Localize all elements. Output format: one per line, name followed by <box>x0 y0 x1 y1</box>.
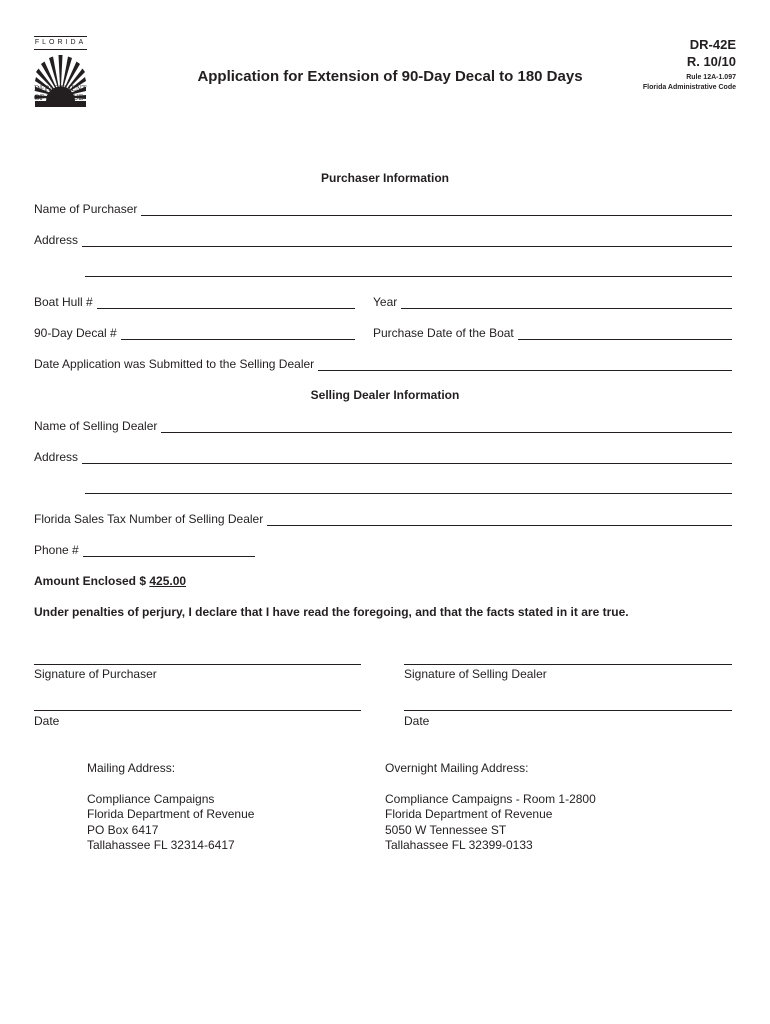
rule-block <box>643 73 736 93</box>
purchaser-name-field[interactable] <box>141 204 732 216</box>
boat-hull-label: Boat Hull # <box>34 295 93 309</box>
purchaser-address-field[interactable] <box>82 235 732 247</box>
logo-state-text: FLORIDA <box>34 36 87 50</box>
dealer-address-field-2[interactable] <box>85 493 732 494</box>
phone-field[interactable] <box>83 545 255 557</box>
submitted-date-label: Date Application was Submitted to the Selling Dealer <box>34 357 315 371</box>
phone-label: Phone # <box>34 543 79 557</box>
purchaser-address-label: Address <box>34 233 79 247</box>
logo-dept-line2: OF REVENUE <box>34 93 84 102</box>
purchaser-date-field[interactable] <box>34 710 361 711</box>
dealer-name-field[interactable] <box>161 421 732 433</box>
perjury-declaration: Under penalties of perjury, I declare that I have read the foregoing, and that the facts stated in it are true. <box>34 605 629 619</box>
purchase-date-label: Purchase Date of the Boat <box>373 326 514 340</box>
year-field[interactable] <box>401 297 732 309</box>
decal-label: 90-Day Decal # <box>34 326 117 340</box>
purchaser-name-row <box>34 202 732 216</box>
mailing-line: Compliance Campaigns <box>87 791 215 806</box>
purchaser-heading: Purchaser Information <box>320 171 450 185</box>
purchaser-address-row <box>34 233 732 247</box>
purchaser-date-label: Date <box>34 714 60 728</box>
form-revision: R. 10/10 <box>686 54 736 69</box>
purchaser-signature-field[interactable] <box>34 664 361 665</box>
overnight-line: Tallahassee FL 32399-0133 <box>385 838 533 852</box>
purchaser-signature-label: Signature of Purchaser <box>34 667 157 681</box>
admin-code: Florida Administrative Code <box>642 84 736 91</box>
dealer-name-row <box>34 419 732 433</box>
year-row <box>373 295 732 309</box>
dealer-address-field[interactable] <box>82 452 732 464</box>
dealer-date-field[interactable] <box>404 710 732 711</box>
mailing-line: Tallahassee FL 32314-6417 <box>87 838 235 852</box>
amount-label: Amount Enclosed $ <box>34 574 147 588</box>
amount-value: 425.00 <box>149 574 187 588</box>
form-number-block <box>687 36 736 70</box>
submitted-date-field[interactable] <box>318 359 732 371</box>
form-number: DR-42E <box>689 37 736 52</box>
amount-enclosed <box>34 574 186 588</box>
dealer-address-label: Address <box>34 450 79 464</box>
mailing-line: Florida Department of Revenue <box>87 807 255 821</box>
year-label: Year <box>373 295 398 309</box>
boat-hull-field[interactable] <box>97 297 355 309</box>
overnight-heading: Overnight Mailing Address: <box>385 761 529 775</box>
dealer-name-label: Name of Selling Dealer <box>34 419 158 433</box>
dealer-tax-field[interactable] <box>267 514 732 526</box>
overnight-line: Compliance Campaigns - Room 1-2800 <box>385 791 596 806</box>
purchase-date-row <box>373 326 732 340</box>
boat-hull-row <box>34 295 355 309</box>
phone-row <box>34 543 255 557</box>
mailing-address <box>87 761 254 854</box>
overnight-address <box>385 761 596 854</box>
submitted-date-row <box>34 357 732 371</box>
overnight-line: 5050 W Tennessee ST <box>385 822 507 837</box>
mailing-line: PO Box 6417 <box>87 822 159 837</box>
logo-department-text <box>34 84 87 102</box>
purchaser-address-field-2[interactable] <box>85 276 732 277</box>
dealer-date-label: Date <box>404 714 430 728</box>
dealer-address-row <box>34 450 732 464</box>
overnight-line: Florida Department of Revenue <box>385 807 553 821</box>
decal-field[interactable] <box>121 328 355 340</box>
decal-row <box>34 326 355 340</box>
purchaser-name-label: Name of Purchaser <box>34 202 138 216</box>
dealer-signature-label: Signature of Selling Dealer <box>404 667 547 681</box>
logo-dept-line1: DEPARTMENT <box>34 84 87 93</box>
form-title: Application for Extension of 90-Day Decal to 180 Days <box>197 68 583 85</box>
dealer-heading: Selling Dealer Information <box>310 388 460 402</box>
rule-number: Rule 12A-1.097 <box>686 74 736 81</box>
purchase-date-field[interactable] <box>518 328 732 340</box>
dealer-signature-field[interactable] <box>404 664 732 665</box>
dealer-tax-row <box>34 512 732 526</box>
dealer-tax-label: Florida Sales Tax Number of Selling Dealer <box>34 512 264 526</box>
mailing-heading: Mailing Address: <box>87 761 176 775</box>
